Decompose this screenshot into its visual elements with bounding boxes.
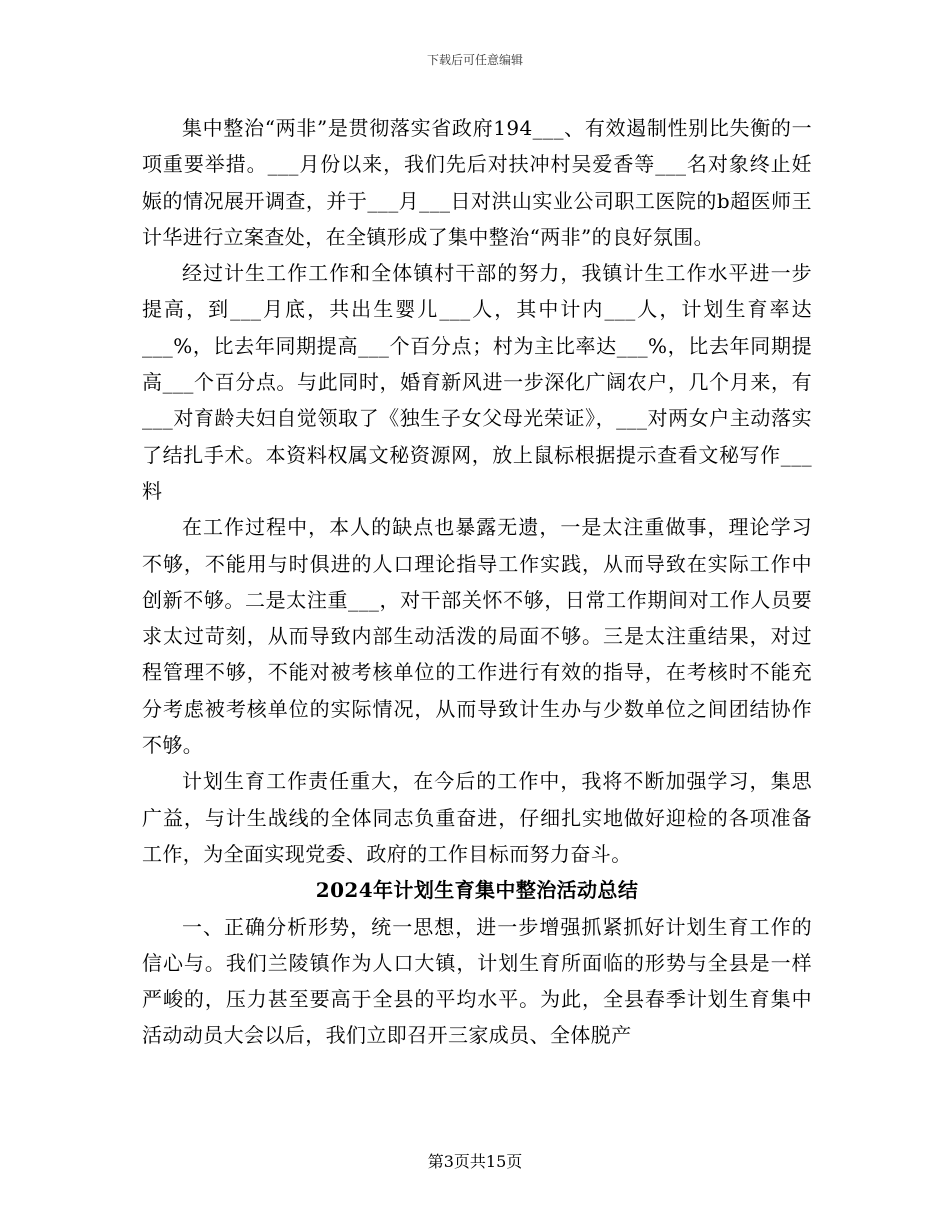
section-title: 2024年计划生育集中整治活动总结 bbox=[315, 878, 639, 903]
section-paragraph-1: 一、正确分析形势，统一思想，进一步增强抓紧抓好计划生育工作的信心与。我们兰陵镇作为人口大镇，计划生育所面临的形势与全县是一样严峻的，压力甚至要高于全县的平均水平。为此，全县春季计划生育集中活动动员大会以后，我们立即召开三家成员、全体脱产 bbox=[142, 914, 812, 1048]
page-number: 第3页共15页 bbox=[427, 1152, 523, 1171]
paragraph-4: 计划生育工作责任重大，在今后的工作中，我将不断加强学习，集思广益，与计生战线的全体同志负重奋进，仔细扎实地做好迎检的各项准备工作，为全面实现党委、政府的工作目标而努力奋斗。 bbox=[142, 769, 812, 866]
document-body bbox=[142, 110, 812, 1054]
paragraph-3: 在工作过程中，本人的缺点也暴露无遗，一是太注重做事，理论学习不够，不能用与时俱进的人口理论指导工作实践，从而导致在实际工作中创新不够。二是太注重___，对干部关怀不够，日常工作期间对工作人员要求太过苛刻，从而导致内部生动活泼的局面不够。三是太注重结果，对过程管理不够，不能对被考核单位的工作进行有效的指导，在考核时不能充分考虑被考核单位的实际情况，从而导致计生办与少数单位之间团结协作不够。 bbox=[142, 515, 812, 758]
paragraph-2: 经过计生工作工作和全体镇村干部的努力，我镇计生工作水平进一步提高，到___月底，共出生婴儿___人，其中计内___人，计划生育率达___%，比去年同期提高___个百分点；村为主比率达___%，比去年同期提高___个百分点。与此同时，婚育新风进一步深化广阔农户，几个月来，有___对育龄夫妇自觉领取了《独生子女父母光荣证》，___对两女户主动落实了结扎手术。本资料权属文秘资源网，放上鼠标根据提示查看文秘写作___料 bbox=[142, 261, 812, 503]
page-header: 下载后可任意编辑 bbox=[426, 53, 523, 67]
paragraph-1: 集中整治“两非”是贯彻落实省政府194___、有效遏制性别比失衡的一项重要举措。___月份以来，我们先后对扶冲村吴爱香等___名对象终止妊娠的情况展开调查，并于___月___日对洪山实业公司职工医院的b超医师王计华进行立案查处，在全镇形成了集中整治“两非”的良好氛围。 bbox=[142, 116, 812, 249]
